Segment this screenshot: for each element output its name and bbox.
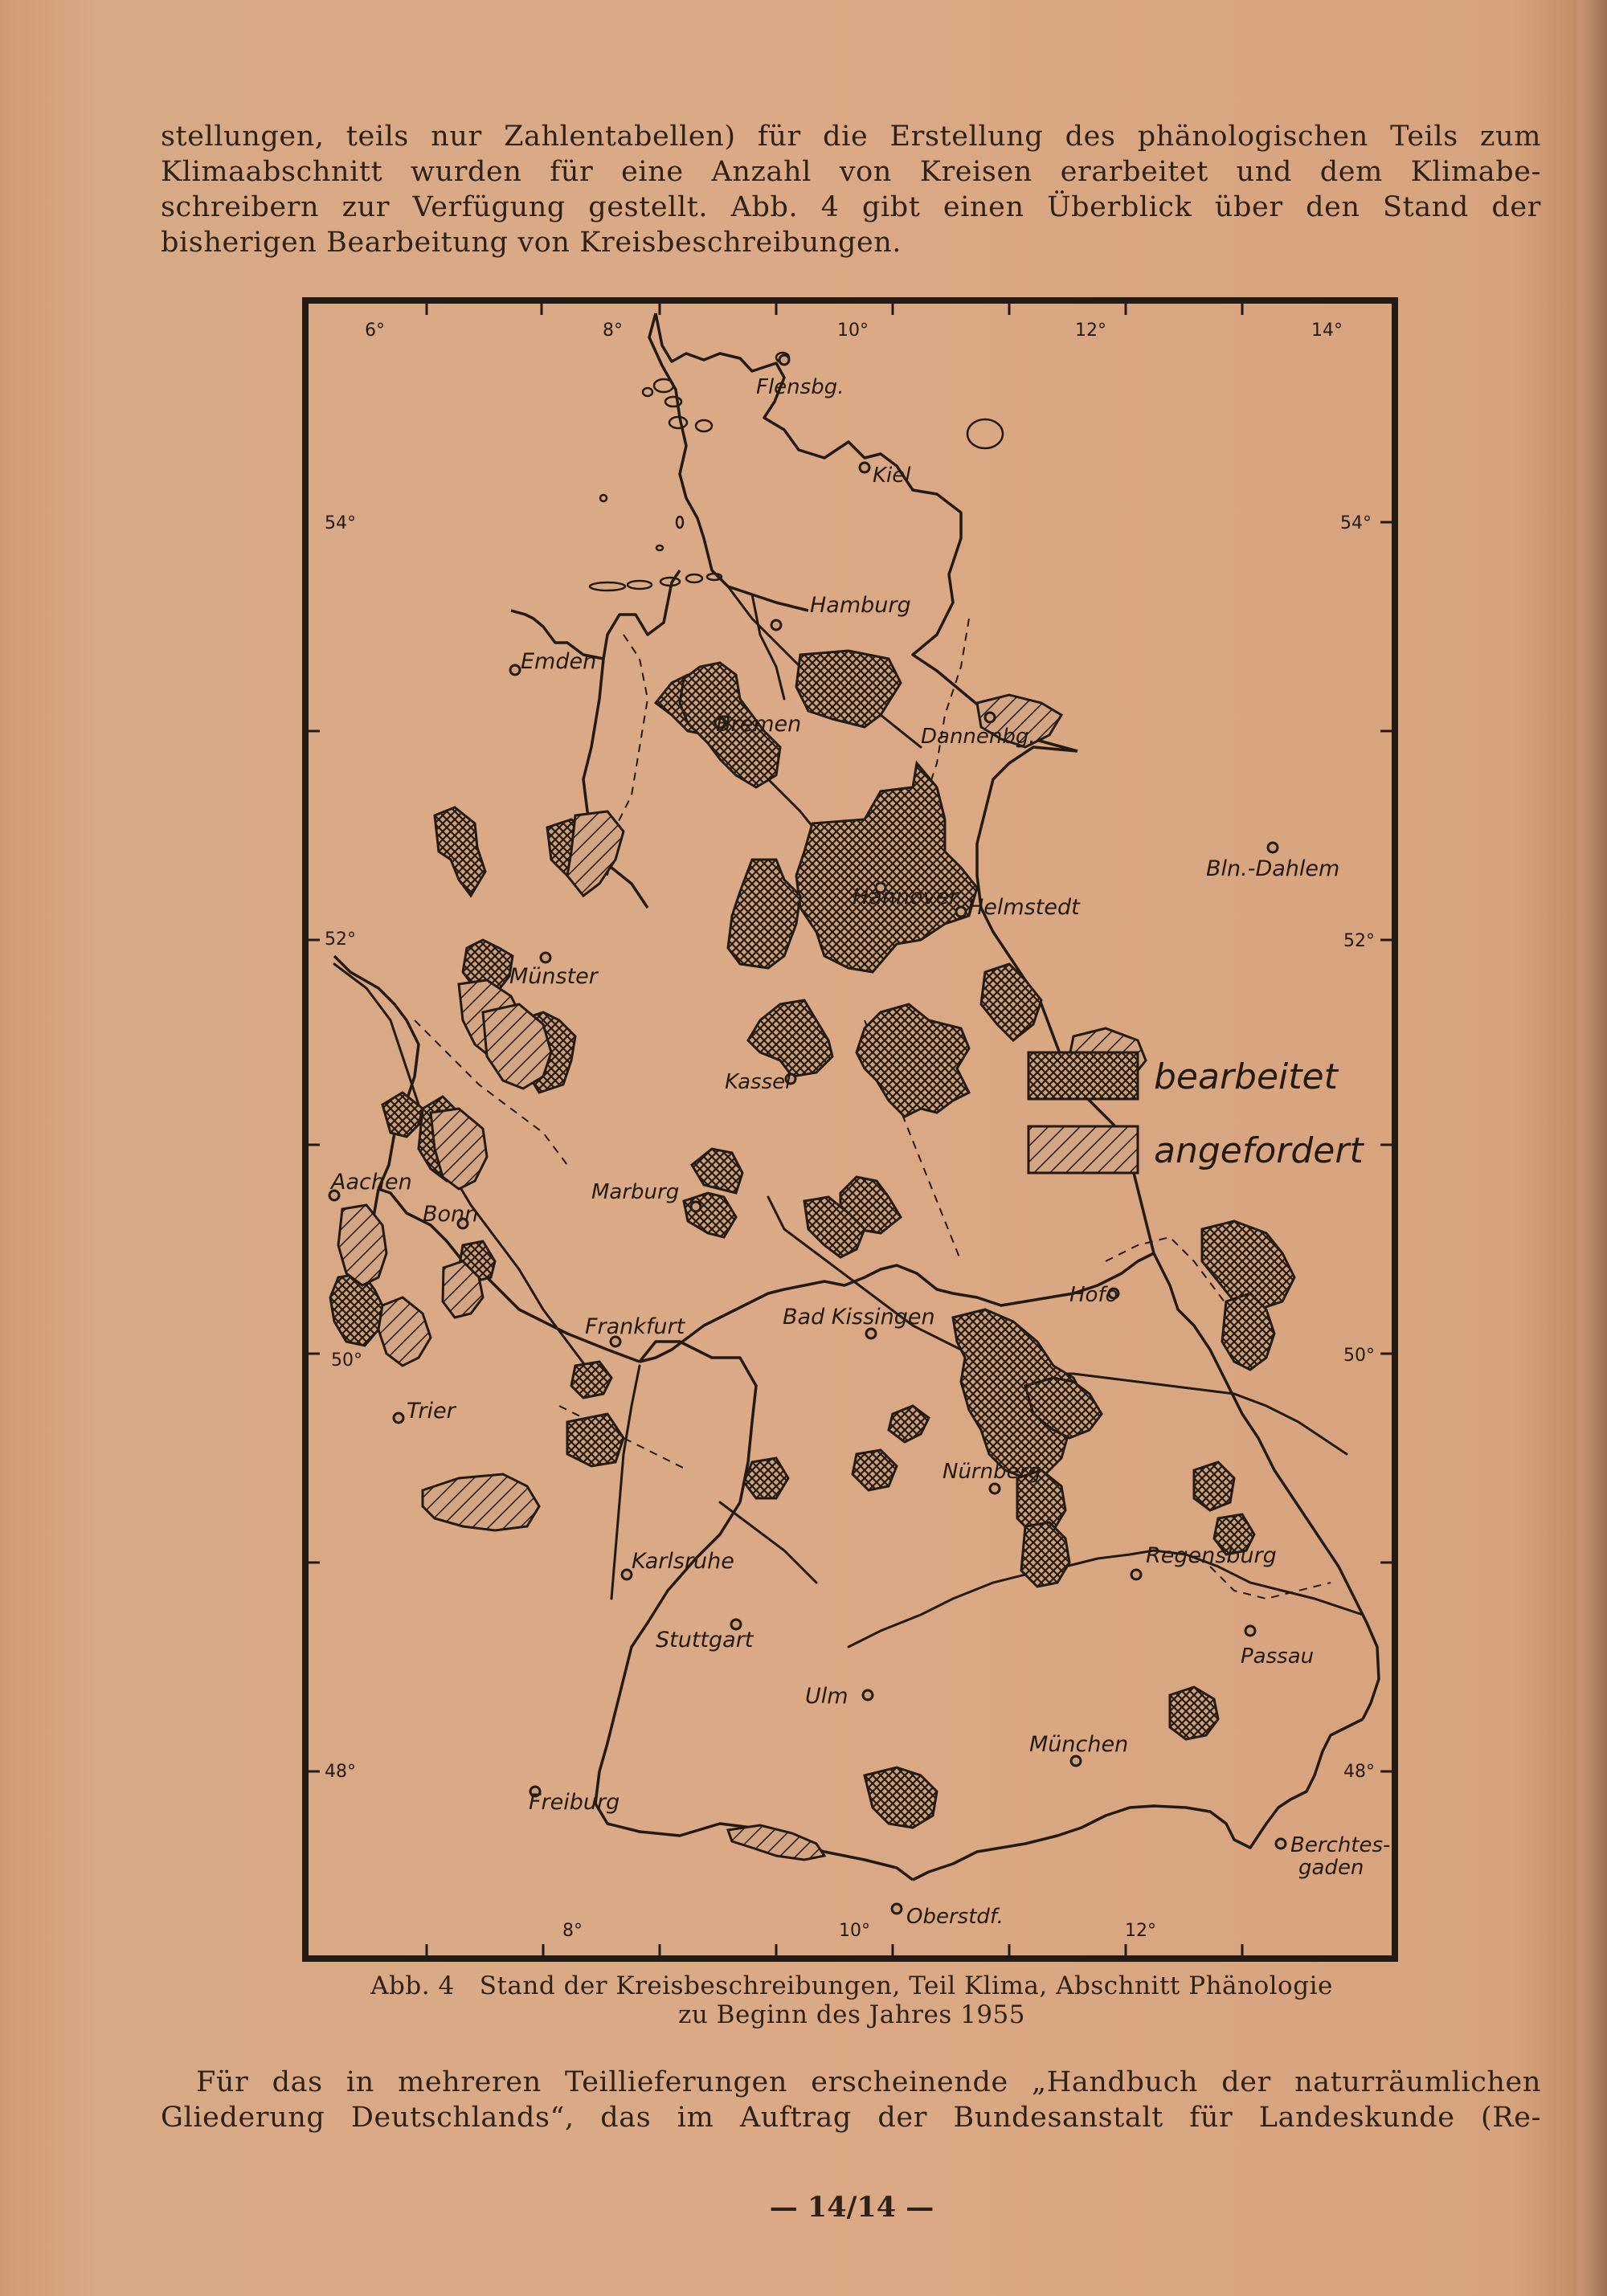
- degree-left: 50°: [331, 1350, 362, 1371]
- lake-constance: [728, 1825, 824, 1860]
- city-label: München: [1029, 1732, 1129, 1757]
- text-line: schreibern zur Verfügung gestellt. Abb. 4 gibt einen Überblick über den Stand der: [161, 191, 1541, 223]
- city-label: gaden: [1298, 1856, 1364, 1880]
- legend-label-angefordert: angefordert: [1154, 1130, 1364, 1171]
- degree-bottom: 8°: [562, 1921, 583, 1941]
- map-figure: [302, 297, 1398, 1962]
- degree-left: 52°: [325, 929, 356, 950]
- degree-right: 52°: [1343, 931, 1375, 951]
- degree-top: 10°: [837, 321, 869, 341]
- city-label: Flensbg.: [756, 375, 844, 399]
- page-number: — 14/14 —: [769, 2191, 934, 2224]
- text-line: Klimaabschnitt wurden für eine Anzahl von Kreisen erarbeitet und dem Klimabe-: [161, 156, 1541, 188]
- city-label: Helmstedt: [967, 895, 1080, 920]
- city-label: Kiel: [873, 464, 911, 488]
- city-label: Hofo: [1069, 1283, 1118, 1307]
- city-label: Bonn: [423, 1202, 479, 1227]
- city-label: Emden: [521, 649, 597, 674]
- city-label: Stuttgart: [656, 1628, 754, 1653]
- degree-right: 54°: [1340, 513, 1372, 533]
- city-label: Regensburg: [1146, 1543, 1277, 1568]
- degree-top: 12°: [1075, 321, 1106, 341]
- city-label: Ulm: [805, 1684, 848, 1709]
- city-label: Dannenbg.: [921, 725, 1036, 749]
- text-line: Gliederung Deutschlands“, das im Auftrag der Bundesanstalt für Landeskunde (Re-: [161, 2102, 1541, 2134]
- city-label: Bln.-Dahlem: [1206, 856, 1340, 881]
- legend-swatch-bearbeitet: [1028, 1052, 1138, 1099]
- degree-right: 50°: [1343, 1346, 1375, 1366]
- degree-right: 48°: [1343, 1762, 1375, 1782]
- city-label: Berchtes-: [1290, 1833, 1391, 1857]
- degree-bottom: 12°: [1125, 1921, 1156, 1941]
- caption-line: zu Beginn des Jahres 1955: [678, 2000, 1025, 2029]
- city-label: Trier: [407, 1399, 456, 1424]
- figure-caption: [289, 1971, 1414, 2029]
- degree-left: 54°: [325, 513, 356, 533]
- city-label: Kassel: [725, 1070, 791, 1094]
- degree-top: 6°: [365, 321, 385, 341]
- city-label: Passau: [1241, 1644, 1315, 1669]
- text-line: stellungen, teils nur Zahlentabellen) für die Erstellung des phänologischen Teils zum: [161, 121, 1541, 153]
- degree-bottom: 10°: [839, 1921, 870, 1941]
- city-label: Hamburg: [810, 593, 911, 618]
- city-label: Aachen: [331, 1170, 412, 1195]
- paragraph-top: [161, 119, 1541, 260]
- degree-left: 48°: [325, 1762, 356, 1782]
- text-line: bisherigen Bearbeitung von Kreisbeschreibungen.: [161, 227, 902, 259]
- city-label: Frankfurt: [585, 1314, 685, 1339]
- caption-line: Abb. 4 Stand der Kreisbeschreibungen, Teil Klima, Abschnitt Phänologie: [370, 1971, 1333, 2000]
- degree-top: 8°: [603, 321, 623, 341]
- city-label: Marburg: [591, 1180, 680, 1204]
- paragraph-bottom: [161, 2065, 1541, 2135]
- city-label: Oberstdf.: [906, 1905, 1004, 1929]
- legend-swatch-angefordert: [1028, 1126, 1138, 1173]
- city-label: Karlsruhe: [632, 1549, 734, 1574]
- city-label: Münster: [509, 964, 598, 989]
- city-label: Hannover: [853, 884, 959, 909]
- page-edge: [1578, 0, 1607, 2296]
- map-legend: [1028, 1052, 1364, 1173]
- city-label: Bad Kissingen: [783, 1305, 935, 1330]
- city-label: Bremen: [716, 712, 802, 737]
- degree-top: 14°: [1311, 321, 1343, 341]
- text-line: Für das in mehreren Teillieferungen erscheinende „Handbuch der naturräumlichen: [196, 2066, 1541, 2098]
- city-label: Freiburg: [529, 1790, 620, 1815]
- legend-label-bearbeitet: bearbeitet: [1154, 1056, 1338, 1097]
- city-label: Nürnberg: [943, 1460, 1041, 1484]
